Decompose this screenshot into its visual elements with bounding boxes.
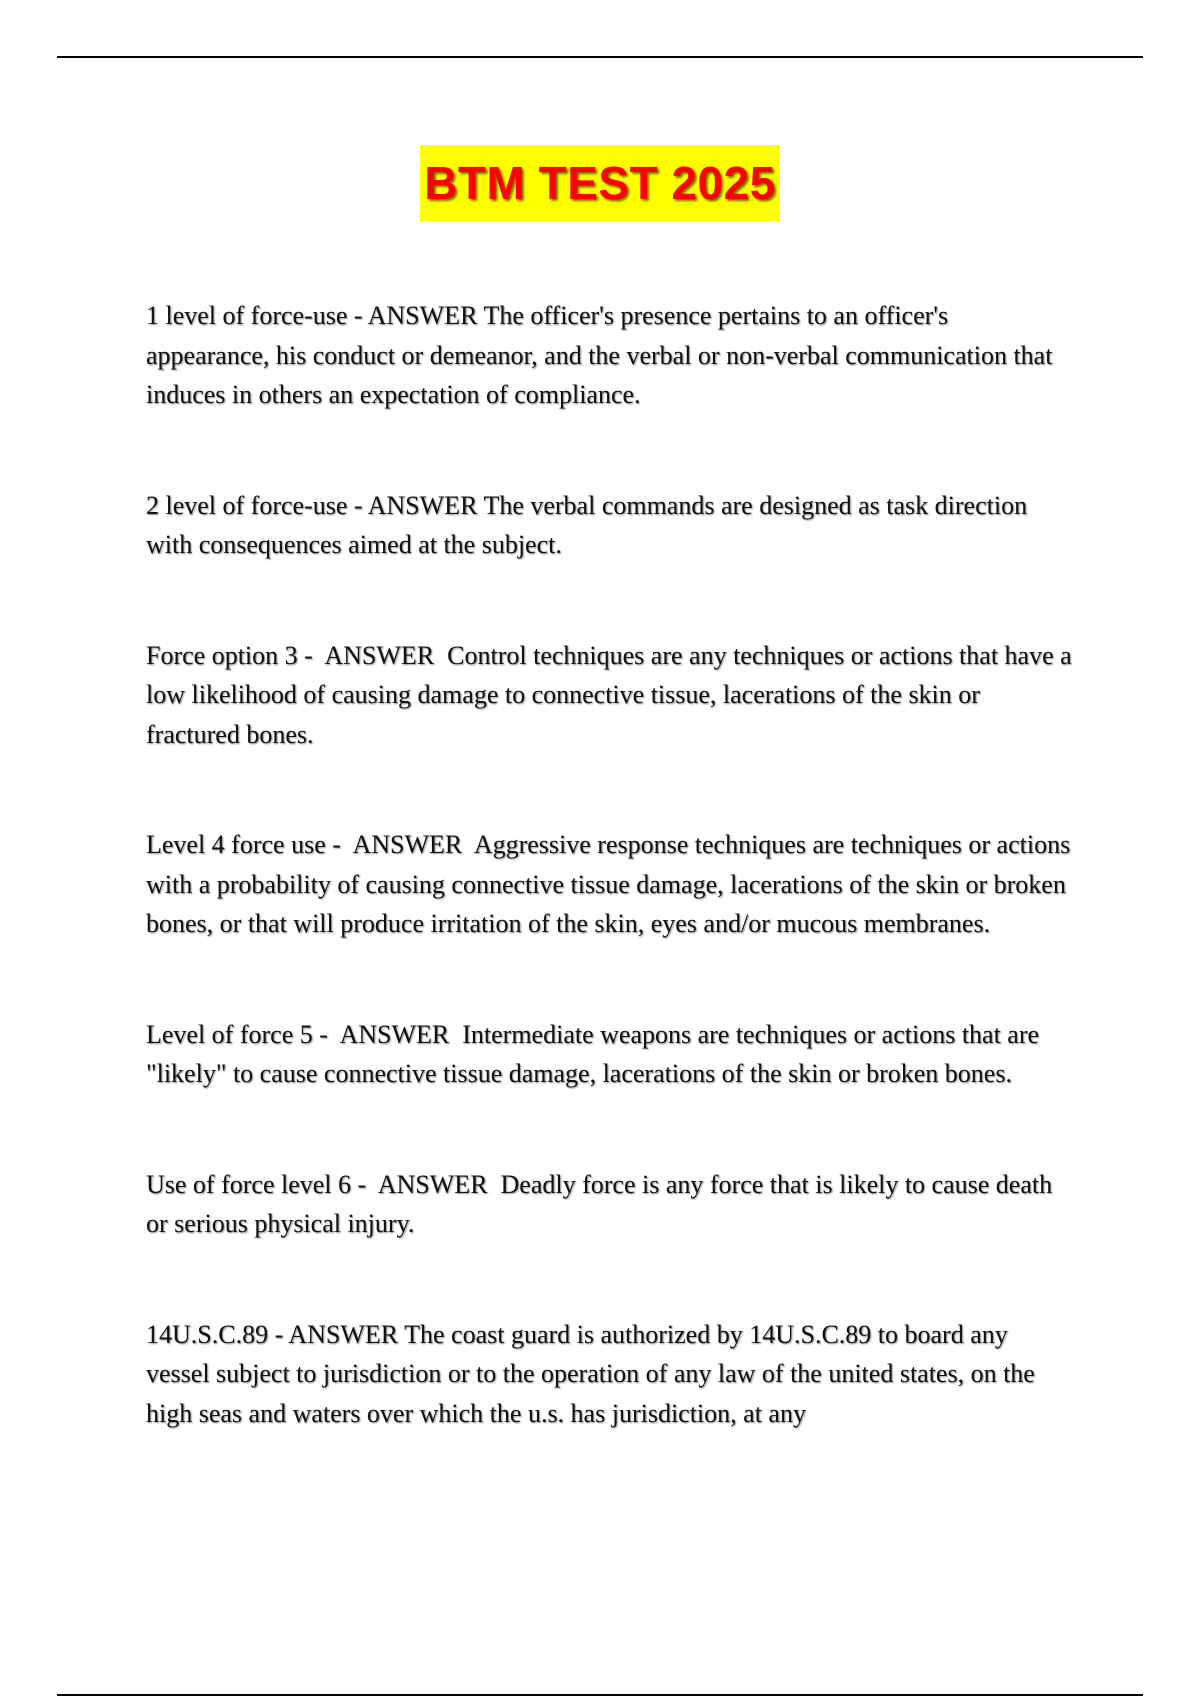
qa-entry-1	[146, 296, 1076, 415]
qa-entry-6	[146, 1165, 1076, 1244]
entry-definition: The verbal commands are designed as task direction with consequences aimed at the subject.	[146, 490, 1034, 559]
entry-term: Level 4 force use	[146, 830, 326, 859]
top-rule	[57, 56, 1143, 58]
qa-entry-7	[146, 1315, 1076, 1434]
entry-separator: - ANSWER	[351, 1169, 501, 1199]
entry-separator: - ANSWER	[297, 640, 448, 670]
entry-term: 14U.S.C.89	[146, 1319, 269, 1349]
qa-entry-5	[146, 1015, 1076, 1094]
bottom-rule	[57, 1694, 1143, 1696]
entry-definition: Intermediate weapons are techniques or actions that are "likely" to cause connective tissue damage, lacerations of the skin or broken bones.	[146, 1019, 1046, 1088]
entry-definition: The officer's presence pertains to an officer's appearance, his conduct or demeanor, and the verbal or non-verbal communication that induces in others an expectation of compliance.	[146, 301, 1059, 409]
qa-entry-3	[146, 636, 1079, 755]
entry-separator: - ANSWER	[312, 1019, 463, 1049]
entry-term: Level of force 5	[146, 1019, 313, 1049]
entry-separator: - ANSWER	[347, 490, 484, 520]
qa-list	[146, 296, 1079, 1433]
title-container	[0, 145, 1200, 221]
entry-definition: Aggressive response techniques are techniques or actions with a probability of causing connective tissue damage, lacerations of the skin or broken bones, or that will produce irritation of the skin, eyes and/or mucous membranes.	[146, 830, 1077, 938]
entry-definition: Control techniques are any techniques or actions that have a low likelihood of causing damage to connective tissue, lacerations of the skin or fractured bones.	[146, 640, 1079, 749]
entry-term: 1 level of force-use	[146, 301, 348, 330]
entry-definition: Deadly force is any force that is likely to cause death or serious physical injury.	[146, 1169, 1059, 1238]
entry-separator: - ANSWER	[268, 1319, 405, 1349]
qa-entry-4	[146, 825, 1076, 944]
entry-separator: - ANSWER	[347, 301, 484, 330]
entry-definition: The coast guard is authorized by 14U.S.C.89 to board any vessel subject to jurisdiction or to the operation of any law of the united states, on the high seas and waters over which the u.s. has jurisdiction, at any	[146, 1319, 1042, 1428]
qa-entry-2	[146, 486, 1076, 565]
document-title: BTM TEST 2025	[420, 145, 780, 221]
entry-separator: - ANSWER	[325, 830, 474, 859]
entry-term: 2 level of force-use	[146, 490, 348, 520]
entry-term: Force option 3	[146, 640, 298, 670]
entry-term: Use of force level 6	[146, 1169, 352, 1199]
